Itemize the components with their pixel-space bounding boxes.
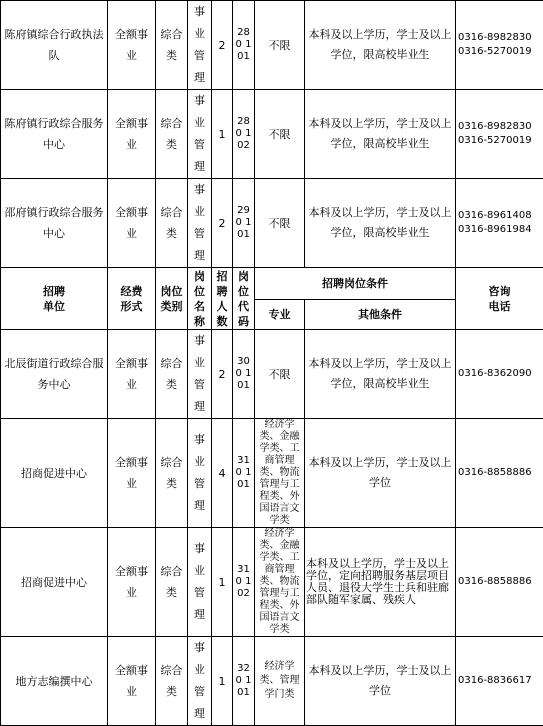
post-cell: 事业管理 [188, 179, 212, 268]
post-cell: 事业管理 [188, 1, 212, 90]
funding-cell: 全额事业 [108, 1, 156, 90]
category-cell: 综合类 [156, 637, 188, 726]
table-row [1, 179, 543, 268]
count-cell: 1 [212, 528, 233, 637]
funding-cell: 全额事业 [108, 330, 156, 419]
post-cell: 事业管理 [188, 330, 212, 419]
category-cell: 综合类 [156, 1, 188, 90]
phone-cell: 0316-8836617 [456, 637, 543, 726]
category-cell: 综合类 [156, 179, 188, 268]
other-cell: 本科及以上学历，学士及以上学位，限高校毕业生 [305, 1, 456, 90]
code-cell: 310 101 [233, 419, 255, 528]
phone-cell: 0316-8858886 [456, 419, 543, 528]
funding-cell: 全额事业 [108, 637, 156, 726]
header-conditions: 招聘岗位条件 [255, 268, 456, 300]
code-cell: 280 102 [233, 90, 255, 179]
header-funding: 经费 形式 [108, 268, 156, 330]
category-cell: 综合类 [156, 528, 188, 637]
header-code: 岗位 代码 [233, 268, 255, 330]
major-cell: 不限 [255, 179, 305, 268]
code-cell: 280 101 [233, 1, 255, 90]
table-row [1, 1, 543, 90]
code-cell: 310 102 [233, 528, 255, 637]
unit-cell: 招商促进中心 [1, 528, 108, 637]
table-row [1, 419, 543, 528]
unit-cell: 北辰街道行政综合服务中心 [1, 330, 108, 419]
major-cell: 经济学类、金融学类、工商管理类、物流管理与工程类、外国语言文学类 [255, 419, 305, 528]
count-cell: 2 [212, 179, 233, 268]
table-row [1, 330, 543, 419]
phone-cell: 0316-8961408 0316-8961984 [456, 179, 543, 268]
header-count: 招聘 人数 [212, 268, 233, 330]
count-cell: 2 [212, 330, 233, 419]
phone-cell: 0316-8362090 [456, 330, 543, 419]
unit-cell: 招商促进中心 [1, 419, 108, 528]
post-cell: 事业管理 [188, 419, 212, 528]
post-cell: 事业管理 [188, 528, 212, 637]
other-cell: 本科及以上学历，学士及以上学位，限高校毕业生 [305, 330, 456, 419]
count-cell: 1 [212, 90, 233, 179]
code-cell: 320 101 [233, 637, 255, 726]
header-category: 岗位 类别 [156, 268, 188, 330]
category-cell: 综合类 [156, 419, 188, 528]
major-cell: 不限 [255, 90, 305, 179]
header-row [1, 268, 543, 300]
header-major: 专业 [255, 300, 305, 330]
code-cell: 300 101 [233, 330, 255, 419]
table-row [1, 637, 543, 726]
unit-cell: 地方志编撰中心 [1, 637, 108, 726]
phone-cell: 0316-8858886 [456, 528, 543, 637]
table-row [1, 528, 543, 637]
phone-cell: 0316-8982830 0316-5270019 [456, 1, 543, 90]
other-cell: 本科及以上学历，学士及以上学位，定向招聘服务基层项目人员、退役大学生士兵和驻廊部队随军家属、残疾人 [305, 528, 456, 637]
major-cell: 不限 [255, 1, 305, 90]
other-cell: 本科及以上学历，学士及以上学位 [305, 419, 456, 528]
major-cell: 经济学类、金融学类、工商管理类、物流管理与工程类、外国语言文学类 [255, 528, 305, 637]
unit-cell: 邵府镇行政综合服务中心 [1, 179, 108, 268]
funding-cell: 全额事业 [108, 90, 156, 179]
code-cell: 290 101 [233, 179, 255, 268]
major-cell: 经济学类、管理学门类 [255, 637, 305, 726]
category-cell: 综合类 [156, 90, 188, 179]
funding-cell: 全额事业 [108, 419, 156, 528]
table-row [1, 90, 543, 179]
header-other: 其他条件 [305, 300, 456, 330]
funding-cell: 全额事业 [108, 179, 156, 268]
other-cell: 本科及以上学历，学士及以上学位，限高校毕业生 [305, 179, 456, 268]
unit-cell: 陈府镇综合行政执法队 [1, 1, 108, 90]
header-phone: 咨询 电话 [456, 268, 543, 330]
other-cell: 本科及以上学历，学士及以上学位 [305, 637, 456, 726]
phone-cell: 0316-8982830 0316-5270019 [456, 90, 543, 179]
post-cell: 事业管理 [188, 90, 212, 179]
count-cell: 2 [212, 1, 233, 90]
post-cell: 事业管理 [188, 637, 212, 726]
header-unit: 招聘 单位 [1, 268, 108, 330]
funding-cell: 全额事业 [108, 528, 156, 637]
major-cell: 不限 [255, 330, 305, 419]
header-post-name: 岗位 名称 [188, 268, 212, 330]
category-cell: 综合类 [156, 330, 188, 419]
other-cell: 本科及以上学历，学士及以上学位，限高校毕业生 [305, 90, 456, 179]
unit-cell: 陈府镇行政综合服务中心 [1, 90, 108, 179]
count-cell: 1 [212, 637, 233, 726]
count-cell: 4 [212, 419, 233, 528]
